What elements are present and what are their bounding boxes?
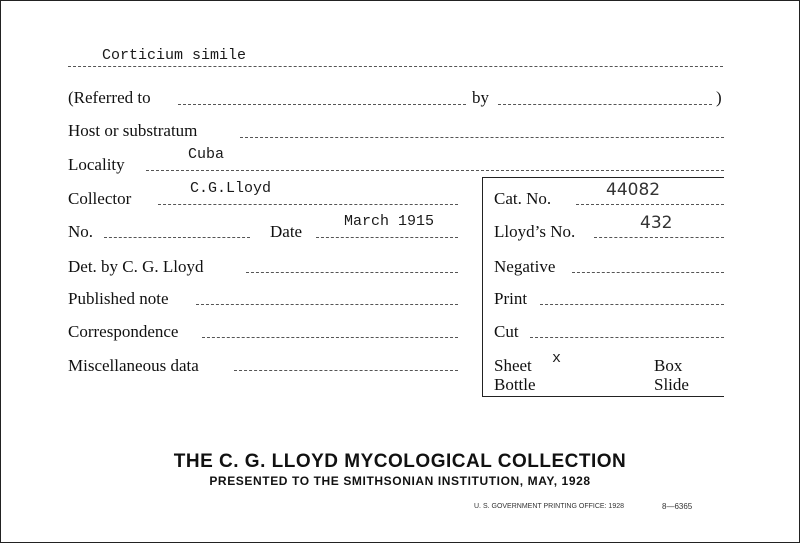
sheet-label: Sheet (494, 356, 532, 375)
date-value: March 1915 (344, 213, 435, 230)
box-left-border (482, 177, 483, 396)
box-label: Box (654, 356, 683, 375)
cat-no-label: Cat. No. (494, 189, 552, 208)
by-line (498, 104, 712, 105)
date-label: Date (270, 222, 303, 241)
lloyds-no-line (594, 237, 724, 238)
print-line (540, 304, 724, 305)
negative-line (572, 272, 724, 273)
slide-label: Slide (654, 375, 689, 394)
sheet-mark: x (552, 350, 562, 367)
collector-line (158, 204, 458, 205)
specimen-name-line (68, 66, 723, 67)
locality-line (146, 170, 724, 171)
locality-label: Locality (68, 155, 125, 174)
close-paren: ) (716, 88, 722, 107)
negative-label: Negative (494, 257, 556, 276)
cat-no-value: 44082 (606, 180, 661, 200)
host-line (240, 137, 724, 138)
det-by-label: Det. by C. G. Lloyd (68, 257, 204, 276)
box-bottom-border (482, 396, 724, 397)
no-label: No. (68, 222, 94, 241)
print-label: Print (494, 289, 528, 308)
host-label: Host or substratum (68, 121, 198, 140)
bottle-label: Bottle (494, 375, 536, 394)
published-note-label: Published note (68, 289, 169, 308)
cut-line (530, 337, 724, 338)
collector-label: Collector (68, 189, 132, 208)
by-label: by (472, 88, 489, 107)
no-line (104, 237, 250, 238)
lloyds-no-value: 432 (640, 213, 673, 233)
referred-to-label: (Referred to (68, 88, 151, 107)
lloyds-no-label: Lloyd’s No. (494, 222, 576, 241)
box-top-border (482, 177, 724, 178)
cut-label: Cut (494, 322, 519, 341)
date-line (316, 237, 458, 238)
printing-office-note: U. S. GOVERNMENT PRINTING OFFICE: 1928 (474, 503, 625, 510)
misc-data-label: Miscellaneous data (68, 356, 199, 375)
referred-to-line (178, 104, 466, 105)
specimen-name: Corticium simile (102, 47, 247, 64)
correspondence-label: Correspondence (68, 322, 179, 341)
misc-data-line (234, 370, 458, 371)
correspondence-line (202, 337, 458, 338)
collection-subtitle: PRESENTED TO THE SMITHSONIAN INSTITUTION, MAY, 1928 (209, 474, 591, 488)
det-by-line (246, 272, 458, 273)
cat-no-line (576, 204, 724, 205)
collector-value: C.G.Lloyd (190, 180, 272, 197)
locality-value: Cuba (188, 146, 225, 163)
published-note-line (196, 304, 458, 305)
form-number: 8—6365 (662, 502, 693, 511)
collection-title: THE C. G. LLOYD MYCOLOGICAL COLLECTION (173, 451, 627, 472)
